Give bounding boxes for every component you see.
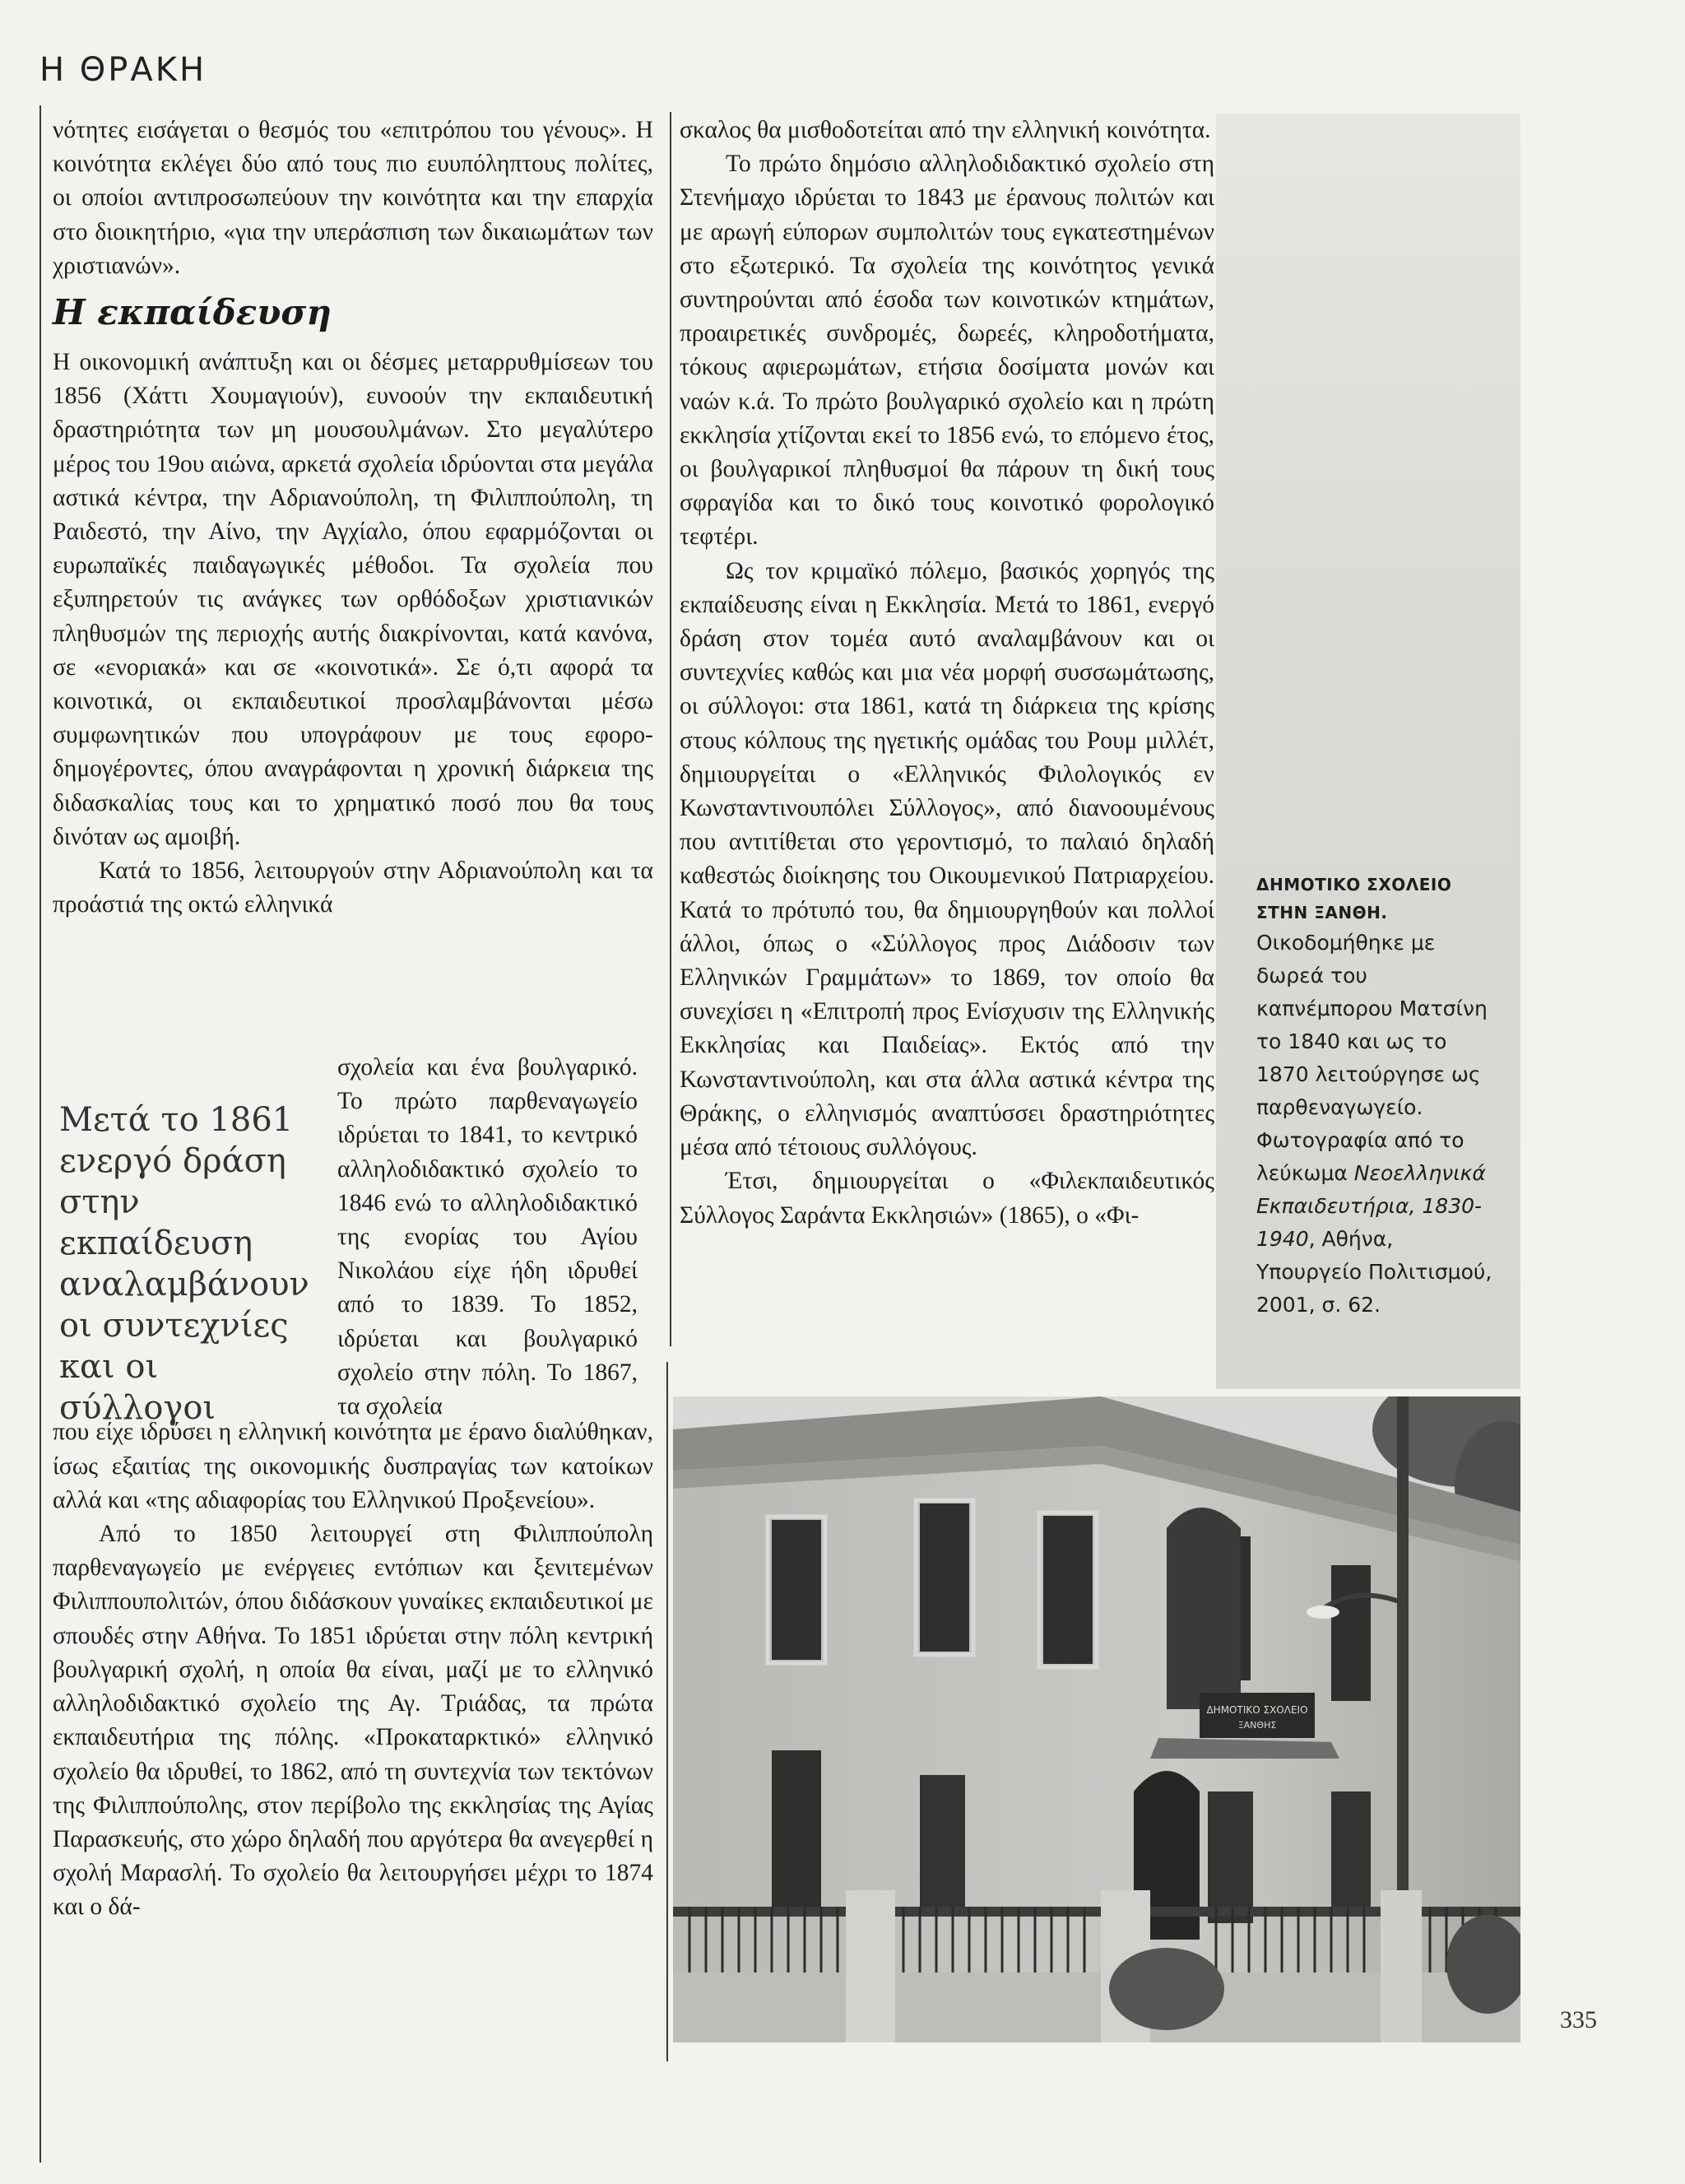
school-building-image: [673, 1396, 1520, 2042]
paragraph: που είχε ιδρύσει η ελληνική κοινότητα με έρανο διαλύθηκαν, ίσως εξαιτίας της οικονομικής δυσπραγίας των κατοίκων αλλά και «της αδιαφορίας του Ελληνικού Προξενείου».: [53, 1419, 653, 1513]
paragraph: Η οικονομική ανάπτυξη και οι δέσμες μεταρρυθμίσεων του 1856 (Χάττι Χουμαγιούν), ευνοούν την εκπαιδευτική δραστηριότητα των μη μουσουλμάνων. Στο μεγαλύτερο μέρος του 19ου αιώνα, αρκετά σχολεία ιδρύονται στα μεγάλα αστικά κέντρα, την Αδριανούπολη, τη Φιλιππούπολη, τη Ραιδεστό, την Αίνο, την Αγχίαλο, όπου εφαρμόζονται οι ευρωπαϊκές παιδαγωγικές μέθοδοι. Τα σχολεία που εξυπηρετούν τις ανάγκες των ορθόδοξων χριστιανικών πληθυσμών της περιοχής αυτής διακρίνονται, κατά κανόνα, σε «ενοριακά» και σε «κοινοτικά». Σε ό,τι αφορά τα κοινοτικά, οι εκπαιδευτικοί προσλαμβάνονται μέσω συμφωνητικών που υπογράφουν με τους εφορο-δημογέροντες, όπου αναγράφονται η χρονική διάρκεια της διδασκαλίας τους και το χρηματικό ποσό που θα τους δινόταν ως αμοιβή.: [53, 349, 653, 850]
page-number: 335: [1560, 2006, 1597, 2033]
pullquote-wrap-text: σχολεία και ένα βουλγαρικό. Το πρώτο παρθεναγωγείο ιδρύεται το 1841, το κεντρικό αλληλοδιδακτικό σχολείο το 1846 ενώ το αλληλοδιδακτικό της ενορίας του Αγίου Νικολάου είχε ήδη ιδρυθεί από το 1839. Το 1852, ιδρύεται και βουλγαρικό σχολείο στην πόλη. Το 1867, τα σχολεία: [337, 1054, 638, 1420]
text-column-1: [53, 114, 653, 1925]
left-margin-rule: [39, 105, 41, 2163]
caption-album-title: Νεοελληνικά Εκπαιδευτήρια, 1830-1940: [1256, 1161, 1486, 1251]
school-photograph: [673, 1396, 1520, 2042]
paragraph: Κατά το 1856, λειτουργούν στην Αδριανούπολη και τα προάστιά της οκτώ ελληνικά: [53, 857, 653, 918]
caption-text: Οικοδομήθηκε με δωρεά του καπνέμπορου Ματσίνη το 1840 και ως το 1870 λειτούργησε ως παρθεναγωγείο. Φωτογραφία από το λεύκωμα: [1256, 931, 1488, 1185]
paragraph: σκαλος θα μισθοδοτείται από την ελληνική κοινότητα.: [680, 117, 1211, 143]
paragraph: Το πρώτο δημόσιο αλληλοδιδακτικό σχολείο στη Στενήμαχο ιδρύεται το 1843 με έρανους πολιτών και με αρωγή εύπορων συμπολιτών τους εγκατεστημένων στο εξωτερικό. Τα σχολεία της κοινότητος γενικά συντηρούνται από έσοδα των κοινοτικών κτημάτων, προαιρετικές συνδρομές, δωρεές, κληροδοτήματα, τόκους αφιερωμάτων, ετήσια δοσίματα μονών και ναών κ.ά. Το πρώτο βουλγαρικό σχολείο και η πρώτη εκκλησία χτίζονται εκεί το 1856 ενώ, το επόμενο έτος, οι βουλγαρικοί πληθυσμοί θα πάρουν τη δική τους σφραγίδα και το δικό τους κοινοτικό φορολογικό τεφτέρι.: [680, 151, 1214, 551]
building-sign-line-1: ΔΗΜΟΤΙΚΟ ΣΧΟΛΕΙΟ: [1206, 1704, 1308, 1716]
building-sign-line-2: ΞΑΝΘΗΣ: [1237, 1720, 1277, 1731]
text-column-2: [680, 114, 1214, 1233]
photo-caption: [1256, 871, 1503, 1322]
running-head: Η ΘΡΑΚΗ: [39, 51, 207, 89]
section-heading: Η εκπαίδευση: [53, 292, 332, 333]
caption-text: , Αθήνα, Υπουργείο Πολιτισμού, 2001, σ. 62.: [1256, 1227, 1492, 1317]
paragraph: Από το 1850 λειτουργεί στη Φιλιππούπολη παρθεναγωγείο με ενέργειες εντόπιων και ξενιτεμένων Φιλιππουπολιτών, όπου διδάσκουν γυναίκες εκπαιδευτικοί με σπουδές στην Αθήνα. Το 1851 ιδρύεται στην πόλη κεντρική βουλγαρική σχολή, η οποία θα είναι, μαζί με το ελληνικό αλληλοδιδακτικό σχολείο της Αγ. Τριάδας, τα πρώτα εκπαιδευτήρια της πόλης. «Προκαταρκτικό» ελληνικό σχολείο θα ιδρυθεί, το 1862, από τη συντεχνία των τεκτόνων της Φιλιππούπολης, στον περίβολο της εκκλησίας της Αγίας Παρασκευής, στο χώρο δηλαδή που αργότερα θα ανεγερθεί η σχολή Μαρασλή. Το σχολείο θα λειτουργήσει μέχρι το 1874 και ο δά-: [53, 1521, 653, 1921]
caption-title: ΔΗΜΟΤΙΚΟ ΣΧΟΛΕΙΟ: [1256, 875, 1452, 895]
caption-title: ΣΤΗΝ ΞΑΝΘΗ.: [1256, 903, 1388, 922]
pull-quote: Μετά το 1861 ενεργό δράση στην εκπαίδευση αναλαμβάνουν οι συντεχνίες και οι σύλλογοι: [59, 1101, 309, 1427]
column-divider-rule-lower: [666, 1362, 668, 2061]
paragraph: Ως τον κριμαϊκό πόλεμο, βασικός χορηγός της εκπαίδευσης είναι η Εκκλησία. Μετά το 1861, ενεργό δράση στον τομέα αυτό αναλαμβάνουν και οι συντεχνίες καθώς και μια νέα μορφή συσσωμάτωσης, οι σύλλογοι: στα 1861, κατά τη διάρκεια της κρίσης στους κόλπους της ηγετικής ομάδας του Ρουμ μιλλέτ, δημιουργείται ο «Ελληνικός Φιλολογικός εν Κωνσταντινουπόλει Σύλλογος», από διανοουμένους που αντιτίθεται στο γεροντισμό, το παλαιό δηλαδή καθεστώς διοίκησης του Οικουμενικού Πατριαρχείου. Κατά το πρότυπό του, θα δημιουργηθούν και πολλοί άλλοι, όπως ο «Σύλλογος προς Διάδοσιν των Ελληνικών Γραμμάτων» το 1869, τον οποίο θα συνεχίσει η «Επιτροπή προς Ενίσχυσιν της Ελληνικής Εκκλησίας και Παιδείας». Εκτός από την Κωνσταντινούπολη, και στα άλλα αστικά κέντρα της Θράκης, ο ελληνισμός αναπτύσσει δραστηριότητες μέσα από τέτοιους συλλόγους.: [680, 557, 1214, 1161]
paragraph: Έτσι, δημιουργείται ο «Φιλεκπαιδευτικός Σύλλογος Σαράντα Εκκλησιών» (1865), ο «Φι-: [680, 1168, 1214, 1229]
column-divider-rule: [670, 112, 671, 1346]
paragraph: νότητες εισάγεται ο θεσμός του «επιτρόπου του γένους». Η κοινότητα εκλέγει δύο από τους πιο ευυπόληπτους πολίτες, οι οποίοι αντιπροσωπεύουν την κοινότητα και την επαρχία στο διοικητήριο, «για την υπεράσπιση των δικαιωμάτων των χριστιανών».: [53, 117, 653, 279]
